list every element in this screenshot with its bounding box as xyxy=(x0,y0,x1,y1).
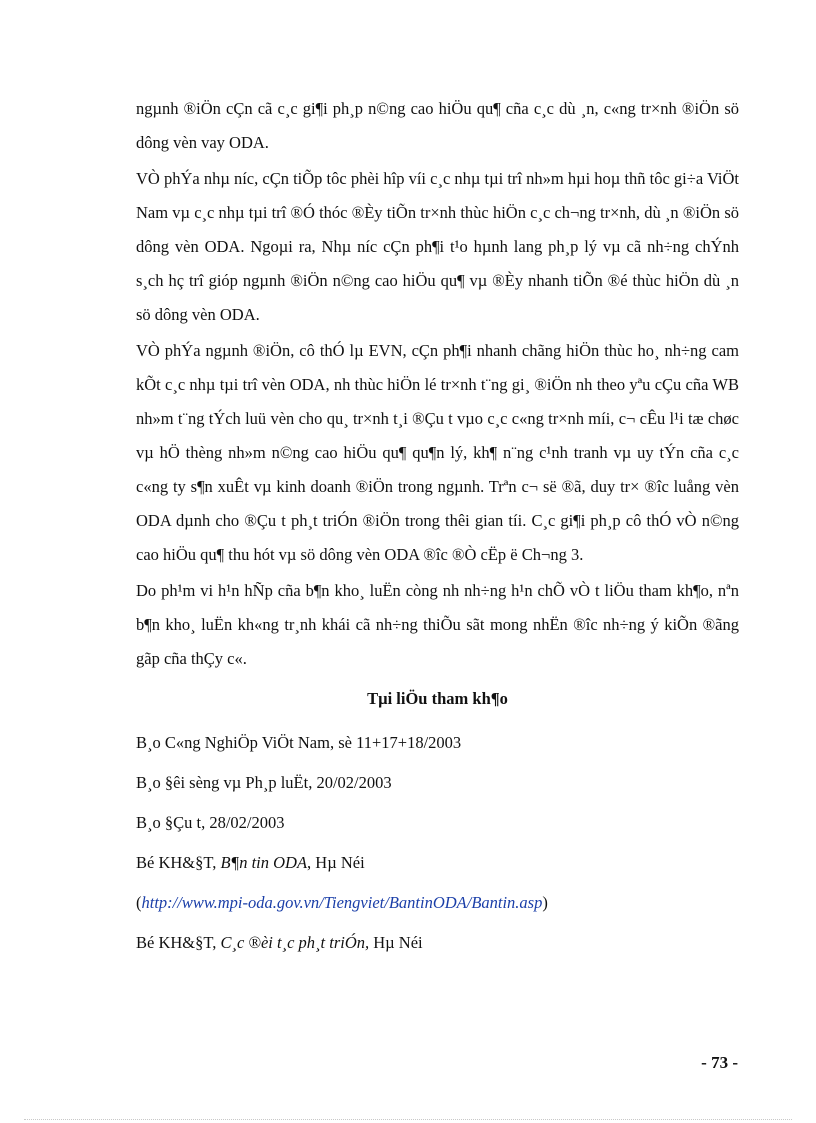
reference-source: Bé KH&§T, xyxy=(136,853,221,872)
reference-url-line xyxy=(136,886,739,920)
reference-item: B¸o C«ng NghiÖp ViÖt Nam, sè 11+17+18/2003 xyxy=(136,733,462,752)
paragraph-limitations: Do ph¹m vi h¹n hÑp cña b¶n kho¸ luËn còng nh nh÷ng h¹n chÕ vÒ t liÖu tham kh¶o, nªn b¶n kho¸ luËn kh«ng tr¸nh khái cã nh÷ng thiÕu sãt mong nhËn ®îc nh÷ng ý kiÕn ®ãng gãp cña thÇy c«. xyxy=(136,581,739,668)
reference-title: B¶n tin ODA xyxy=(220,853,308,872)
reference-place: , Hµ Néi xyxy=(307,853,365,872)
paren-close: ) xyxy=(542,893,548,912)
paragraph-industry: VÒ phÝa ngµnh ®iÖn, cô thÓ lµ EVN, cÇn ph¶i nhanh chãng hiÖn thùc ho¸ nh÷ng cam kÕt c¸c nhµ tµi trî vèn ODA, nh thùc hiÖn lé tr×nh t¨ng gi¸ ®iÖn nh theo yªu cÇu cña WB nh»m t¨ng tÝch luü vèn cho qu¸ tr×nh t¸i ®Çu t vµo c¸c c«ng tr×nh míi, c¬ cÊu l¹i tæ chøc vµ hÖ thèng nh»m n©ng cao hiÖu qu¶ qu¶n lý, kh¶ n¨ng c¹nh tranh vµ uy tÝn cña c¸c c«ng ty s¶n xuÊt vµ kinh doanh ®iÖn trong ngµnh. Trªn c¬ së ®ã, duy tr× ®îc luång vèn ODA dµnh cho ®Çu t ph¸t triÓn ®iÖn trong thêi gian tíi. C¸c gi¶i ph¸p cô thÓ vÒ n©ng cao hiÖu qu¶ thu hót vµ sö dông vèn ODA ®îc ®Ò cËp ë Ch¬ng 3. xyxy=(136,341,739,564)
reference-source: Bé KH&§T, xyxy=(136,933,221,952)
paren-open: ( xyxy=(136,893,142,912)
paragraph-intro: ngµnh ®iÖn cÇn cã c¸c gi¶i ph¸p n©ng cao hiÖu qu¶ cña c¸c dù ¸n, c«ng tr×nh ®iÖn sö dông vèn vay ODA. xyxy=(136,99,739,152)
reference-title: C¸c ®èi t¸c ph¸t triÓn, xyxy=(220,933,370,952)
references-heading: Tµi liÖu tham kh¶o xyxy=(367,689,508,708)
reference-item: B¸o §êi sèng vµ Ph¸p luËt, 20/02/2003 xyxy=(136,773,392,792)
reference-place: Hµ Néi xyxy=(369,933,423,952)
body-text xyxy=(136,92,739,966)
reference-item xyxy=(136,926,739,960)
reference-link[interactable]: http://www.mpi-oda.gov.vn/Tiengviet/BantinODA/Bantin.asp xyxy=(141,893,543,912)
paragraph-state: VÒ phÝa nhµ níc, cÇn tiÕp tôc phèi hîp víi c¸c nhµ tµi trî nh»m hµi hoµ thñ tôc gi÷a ViÖt Nam vµ c¸c nhµ tµi trî ®Ó thóc ®Èy tiÕn tr×nh thùc hiÖn c¸c ch¬ng tr×nh, dù ¸n ®iÖn sö dông vèn ODA. Ngoµi ra, Nhµ níc cÇn ph¶i t¹o hµnh lang ph¸p lý vµ cã nh÷ng chÝnh s¸ch hç trî gióp ngµnh ®iÖn n©ng cao hiÖu qu¶ vµ ®Èy nhanh tiÕn ®é thùc hiÖn dù ¸n sö dông vèn ODA. xyxy=(136,169,739,324)
page-bottom-divider xyxy=(24,1119,792,1120)
page-number: - 73 - xyxy=(701,1053,738,1072)
reference-item xyxy=(136,846,739,880)
reference-item: B¸o §Çu t, 28/02/2003 xyxy=(136,813,285,832)
